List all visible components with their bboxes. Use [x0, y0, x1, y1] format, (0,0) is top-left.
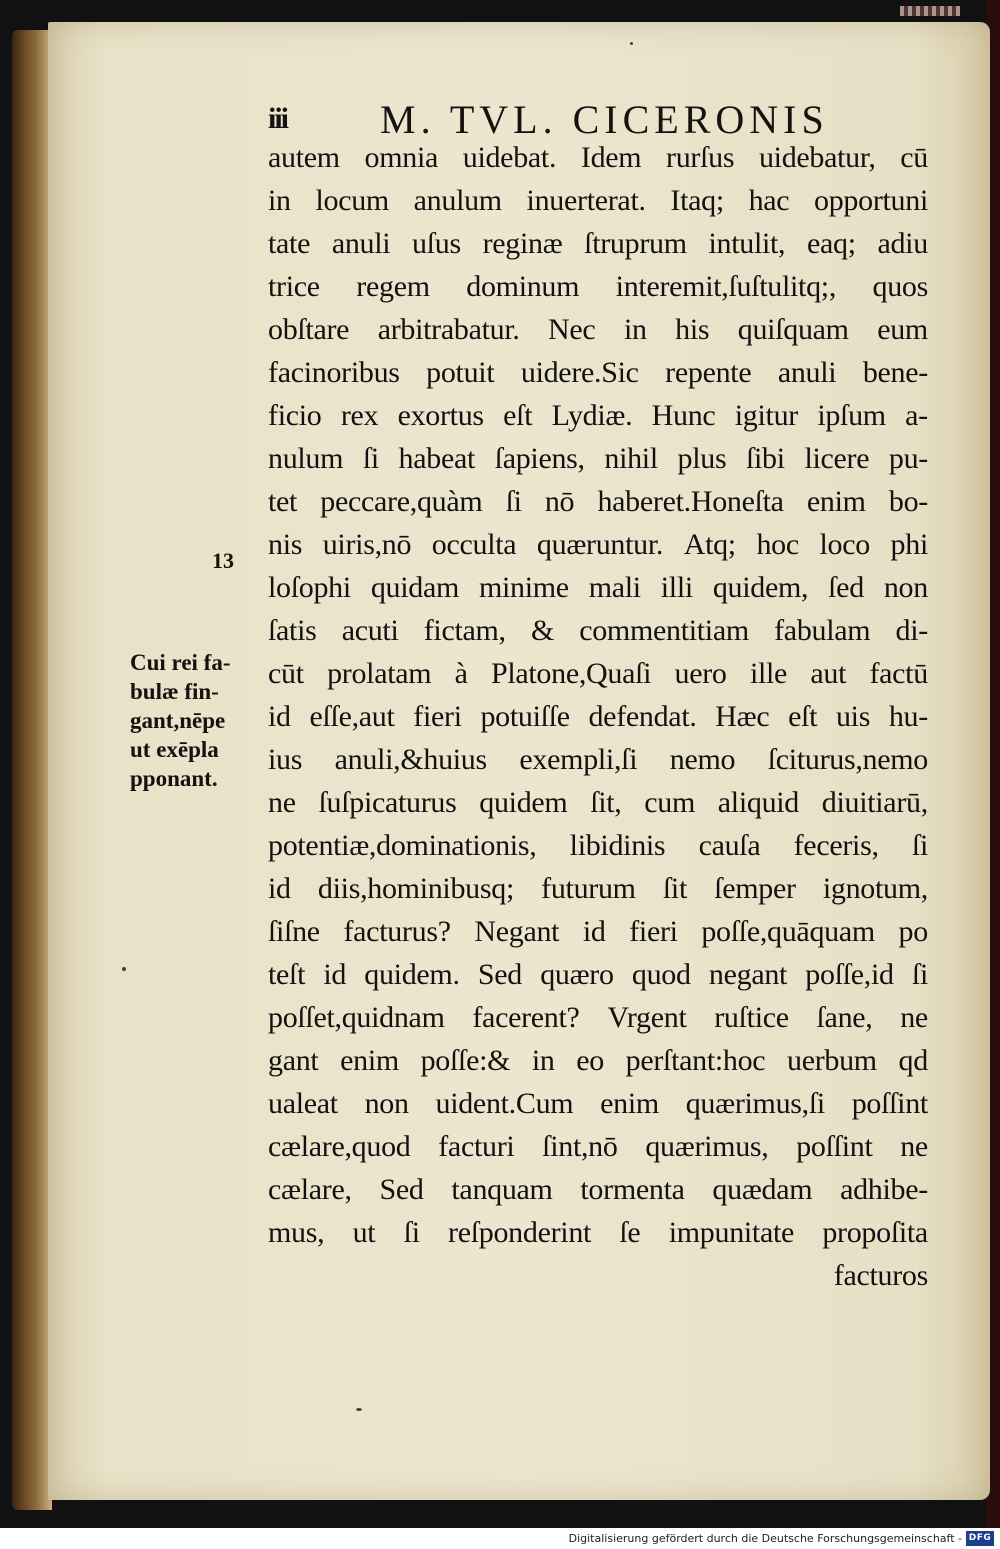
word: rex	[340, 399, 379, 432]
word: ſuſpicaturus	[318, 786, 457, 819]
word: repente	[665, 356, 752, 389]
word: diis,hominibusq;	[317, 872, 514, 905]
word: ipſum	[817, 399, 886, 432]
word: ſe	[619, 1216, 641, 1249]
word: uidere.Sic	[520, 356, 639, 389]
word: acuti	[341, 614, 399, 647]
word: reſponderint	[448, 1216, 592, 1249]
binding-marks	[900, 6, 960, 16]
word: quærimus,ſi	[685, 1087, 825, 1120]
word: uidebat.	[462, 141, 557, 174]
word: potuit	[426, 356, 495, 389]
word: mus,	[268, 1216, 325, 1249]
word: opportuni	[814, 184, 928, 217]
text-line	[268, 1168, 928, 1211]
word: poſſe:&	[420, 1044, 511, 1077]
word: habeat	[398, 442, 476, 475]
word: tet	[268, 485, 298, 518]
word: cūt	[268, 657, 304, 690]
word: ne	[900, 1130, 928, 1163]
word: fieri	[413, 700, 462, 733]
word: nō	[544, 485, 575, 518]
word: quærimus,	[645, 1130, 769, 1163]
word: regem	[356, 270, 430, 303]
word: hac	[748, 184, 790, 217]
funding-credit: Digitalisierung gefördert durch die Deutsche Forschungsgemeinschaft -	[568, 1532, 962, 1545]
marginal-note	[130, 648, 270, 793]
word: quidem.	[364, 958, 460, 991]
word: locum	[315, 184, 389, 217]
word: poſſint	[796, 1130, 873, 1163]
text-line	[268, 652, 928, 695]
text-line	[268, 609, 928, 652]
word: quidem	[479, 786, 568, 819]
text-line	[268, 1082, 928, 1125]
word: hoc	[756, 528, 799, 561]
word: id	[582, 915, 606, 948]
word: phi	[890, 528, 928, 561]
word: ſint,nō	[542, 1130, 618, 1163]
word: anuli	[331, 227, 391, 260]
word: peccare,quàm	[320, 485, 483, 518]
marginal-note-line: gant,nēpe	[130, 708, 226, 733]
word: ſi	[403, 1216, 420, 1249]
word: ſapiens,	[494, 442, 585, 475]
word: quidem,	[712, 571, 809, 604]
text-line	[268, 394, 928, 437]
text-line	[268, 308, 928, 351]
word: anuli,&huius	[334, 743, 487, 776]
word: ualeat	[268, 1087, 338, 1120]
word: eſt	[503, 399, 533, 432]
word: facturi	[438, 1130, 515, 1163]
word: quiſquam	[737, 313, 849, 346]
word: Negant	[474, 915, 560, 948]
marginal-number: 13	[212, 548, 234, 573]
word: enim	[600, 1087, 659, 1120]
word: haberet.Honeſta	[597, 485, 784, 518]
word: qd	[898, 1044, 928, 1077]
word: fieri	[629, 915, 678, 948]
text-line	[268, 867, 928, 910]
word: facinoribus	[268, 356, 400, 389]
text-line	[268, 738, 928, 781]
word: commentitiam	[579, 614, 749, 647]
page-folio: iii	[268, 102, 288, 135]
word: a-	[905, 399, 928, 432]
word: in	[531, 1044, 555, 1077]
word: teſt	[268, 958, 306, 991]
marginal-note-line: pponant.	[130, 766, 218, 791]
word: ius	[268, 743, 303, 776]
word: ruſtice	[714, 1001, 789, 1034]
word: reginæ	[482, 227, 563, 260]
word: cum	[644, 786, 696, 819]
word: loco	[819, 528, 870, 561]
word: in	[623, 313, 647, 346]
text-line	[268, 351, 928, 394]
word: interemit,ſuſtulitq;,	[615, 270, 837, 303]
word: ille	[749, 657, 788, 690]
word: enim	[806, 485, 866, 518]
word: Idem	[580, 141, 642, 174]
word: pu-	[888, 442, 928, 475]
word: ſed	[828, 571, 864, 604]
dfg-logo: DFG	[966, 1531, 994, 1546]
word: Atq;	[683, 528, 736, 561]
word: &	[530, 614, 554, 647]
running-title: M. TVL. CICERONIS	[380, 97, 829, 142]
word: ſit,	[590, 786, 622, 819]
marginal-note-line: Cui rei fa-	[130, 650, 231, 675]
word: ſi	[911, 958, 928, 991]
word: quæruntur.	[536, 528, 664, 561]
word: prolatam	[327, 657, 432, 690]
text-line	[268, 265, 928, 308]
word: à	[454, 657, 468, 690]
word: cælare,	[268, 1173, 352, 1206]
word: fictam,	[423, 614, 506, 647]
word: Sed	[477, 958, 522, 991]
word: Hunc	[651, 399, 716, 432]
word: potuiſſe	[480, 700, 570, 733]
word: his	[675, 313, 710, 346]
word: non	[883, 571, 928, 604]
word: poſſint	[851, 1087, 928, 1120]
text-line	[268, 523, 928, 566]
word: ſibi	[745, 442, 785, 475]
word: ignotum,	[822, 872, 928, 905]
word: Lydiæ.	[551, 399, 633, 432]
word: fabulam	[774, 614, 871, 647]
word: ut	[352, 1216, 376, 1249]
word: Vrgent	[607, 1001, 687, 1034]
word: id	[323, 958, 347, 991]
word: potentiæ,dominationis,	[268, 829, 537, 862]
word: ſtruprum	[584, 227, 687, 260]
word: arbitrabatur.	[377, 313, 520, 346]
word: aut	[810, 657, 847, 690]
word: Hæc	[715, 700, 770, 733]
word: id	[268, 872, 291, 905]
word: illi	[660, 571, 693, 604]
word: ſciturus,nemo	[767, 743, 928, 776]
word: ne	[900, 1001, 928, 1034]
word: licere	[804, 442, 870, 475]
body-text	[268, 136, 928, 1297]
word: uero	[674, 657, 727, 690]
word: uident.Cum	[435, 1087, 574, 1120]
word: cælare,quod	[268, 1130, 411, 1163]
word: bo-	[888, 485, 928, 518]
word: Sed	[379, 1173, 424, 1206]
word: propoſita	[822, 1216, 928, 1249]
word: quos	[872, 270, 928, 303]
word: anulum	[413, 184, 502, 217]
word: aliquid	[717, 786, 800, 819]
word: ne	[268, 786, 296, 819]
word: tanquam	[451, 1173, 553, 1206]
word: futurum	[541, 872, 636, 905]
word: nis	[268, 528, 303, 561]
text-line	[268, 824, 928, 867]
word: mali	[588, 571, 641, 604]
paper-speck	[630, 42, 633, 45]
word: eſſe,aut	[309, 700, 395, 733]
text-line	[268, 480, 928, 523]
word: tormenta	[580, 1173, 685, 1206]
word: defendat.	[588, 700, 697, 733]
word: quidam	[370, 571, 460, 604]
word: ſi	[911, 829, 928, 862]
word: loſophi	[268, 571, 351, 604]
word: perſtant:hoc	[625, 1044, 766, 1077]
text-line	[268, 179, 928, 222]
word: quæro	[540, 958, 614, 991]
word: libidinis	[569, 829, 666, 862]
word: Nec	[548, 313, 596, 346]
word: facturus?	[343, 915, 451, 948]
word: ſatis	[268, 614, 317, 647]
word: tate	[268, 227, 311, 260]
word: ficio	[268, 399, 322, 432]
word: diuitiarū,	[821, 786, 928, 819]
word: feceris,	[793, 829, 879, 862]
text-line	[268, 781, 928, 824]
word: cū	[900, 141, 928, 174]
word: eo	[576, 1044, 604, 1077]
word: negant	[708, 958, 788, 991]
word: enim	[340, 1044, 399, 1077]
word: inuerterat.	[526, 184, 646, 217]
text-line	[268, 136, 928, 179]
text-line	[268, 910, 928, 953]
word: ſit	[662, 872, 687, 905]
catchword: facturos	[833, 1259, 928, 1292]
word: plus	[677, 442, 727, 475]
text-line	[268, 1039, 928, 1082]
word: adiu	[877, 227, 928, 260]
word: ſemper	[714, 872, 796, 905]
word: facerent?	[472, 1001, 580, 1034]
word: non	[364, 1087, 409, 1120]
word: obſtare	[268, 313, 350, 346]
word: id	[268, 700, 291, 733]
word: eum	[877, 313, 928, 346]
word: occulta	[431, 528, 517, 561]
text-line	[268, 1125, 928, 1168]
word: uſus	[412, 227, 461, 260]
word: di-	[895, 614, 928, 647]
word: adhibe-	[840, 1173, 928, 1206]
word: ſi	[362, 442, 379, 475]
word: nihil	[604, 442, 658, 475]
text-line	[268, 566, 928, 609]
word: eſt	[788, 700, 818, 733]
word: uidebatur,	[758, 141, 876, 174]
text-line	[268, 695, 928, 738]
word: in	[268, 184, 291, 217]
word: gant	[268, 1044, 319, 1077]
word: ſane,	[816, 1001, 873, 1034]
word: factū	[869, 657, 928, 690]
word: eaq;	[806, 227, 856, 260]
word: ſi	[505, 485, 522, 518]
text-line	[268, 437, 928, 480]
word: uerbum	[787, 1044, 877, 1077]
word: poſſe,quāquam	[701, 915, 875, 948]
word: impunitate	[668, 1216, 795, 1249]
text-line	[268, 222, 928, 265]
word: Itaq;	[670, 184, 724, 217]
footer-bar	[0, 1528, 1000, 1549]
word: ſiſne	[268, 915, 320, 948]
word: uiris,nō	[322, 528, 412, 561]
word: poſſe,id	[805, 958, 894, 991]
word: minime	[478, 571, 569, 604]
word: cauſa	[698, 829, 761, 862]
word: hu-	[888, 700, 928, 733]
word: nemo	[669, 743, 736, 776]
marginal-note-line: bulæ fin-	[130, 679, 219, 704]
word: rurſus	[666, 141, 735, 174]
word: exempli,ſi	[519, 743, 638, 776]
paper-speck	[356, 1408, 362, 1411]
book-fore-edge	[12, 30, 52, 1510]
word: autem	[268, 141, 340, 174]
word: quædam	[712, 1173, 813, 1206]
paper-speck	[122, 967, 126, 971]
word: anuli	[777, 356, 837, 389]
word: omnia	[364, 141, 439, 174]
word: poſſet,quidnam	[268, 1001, 445, 1034]
word: nulum	[268, 442, 344, 475]
word: intulit,	[708, 227, 786, 260]
word: trice	[268, 270, 320, 303]
word: bene-	[862, 356, 928, 389]
text-line	[268, 953, 928, 996]
marginal-note-line: ut exēpla	[130, 737, 219, 762]
word: po	[898, 915, 928, 948]
word: dominum	[466, 270, 580, 303]
text-line	[268, 996, 928, 1039]
word: uis	[835, 700, 871, 733]
word: exortus	[397, 399, 484, 432]
word: igitur	[734, 399, 798, 432]
word: Platone,Quaſi	[490, 657, 652, 690]
word: quod	[631, 958, 691, 991]
text-line	[268, 1211, 928, 1254]
